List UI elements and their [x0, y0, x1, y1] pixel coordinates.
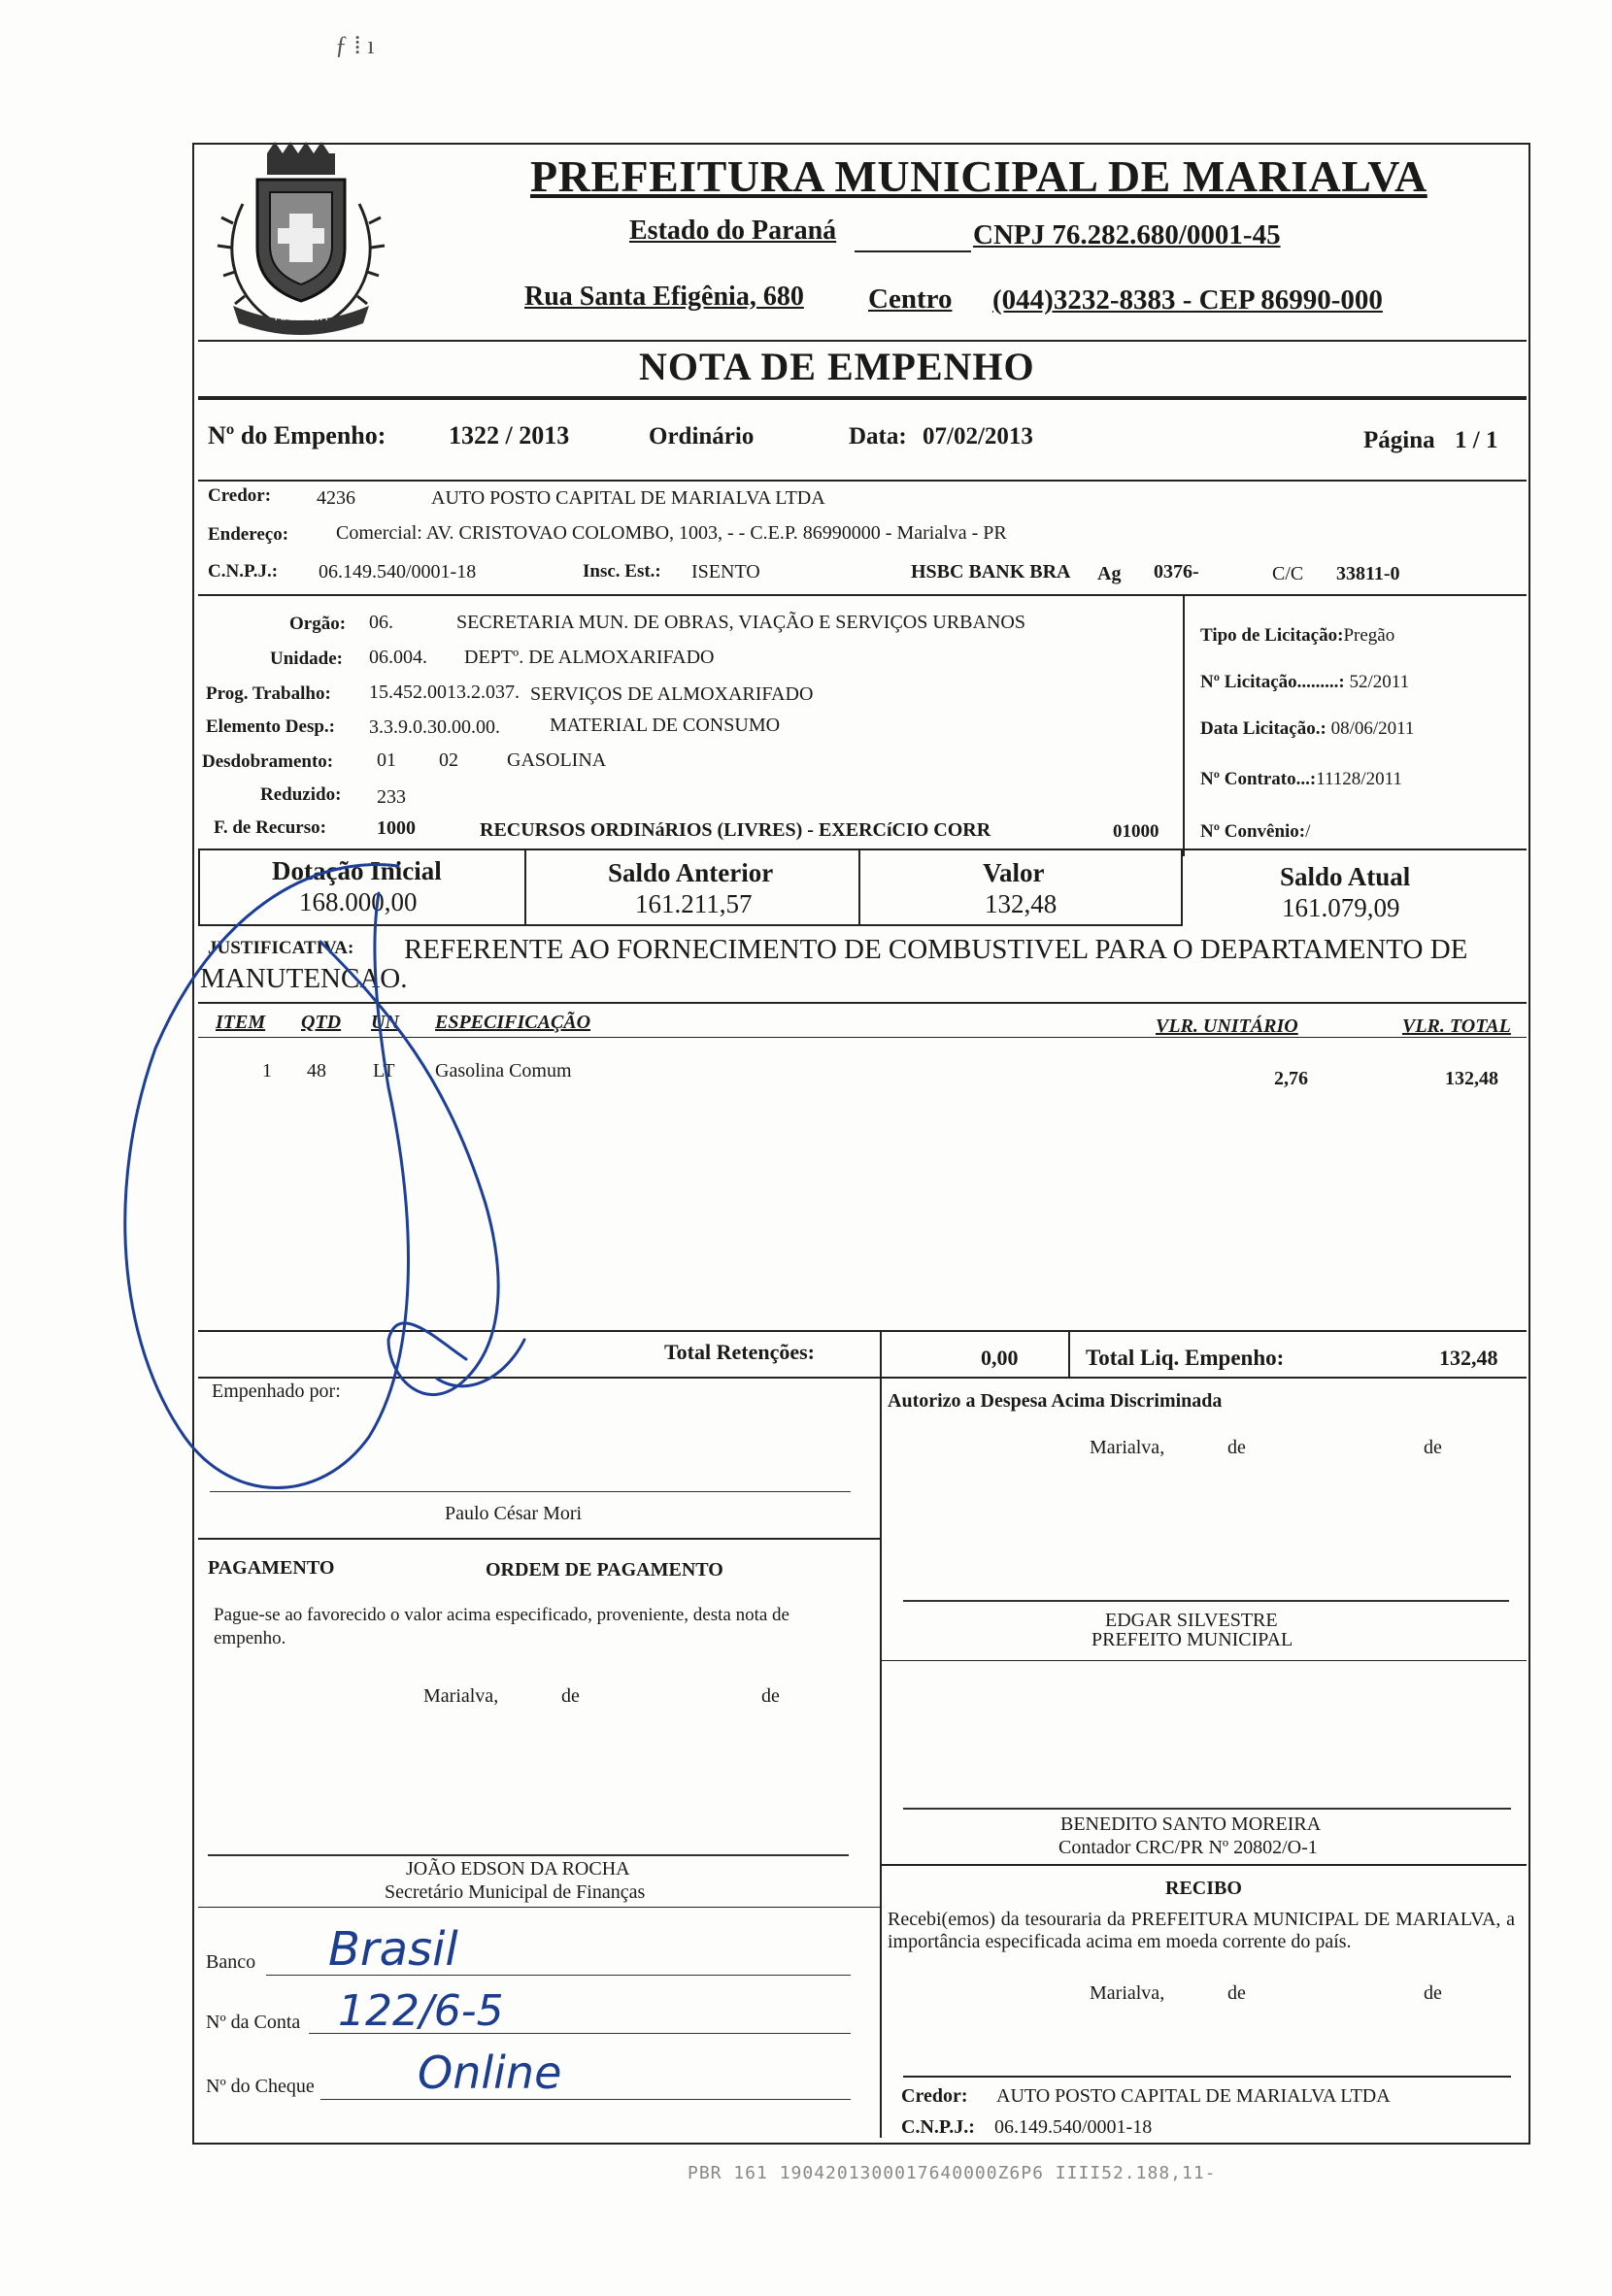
header-district: Centro — [868, 283, 953, 315]
recibo-credor: AUTO POSTO CAPITAL DE MARIALVA LTDA — [996, 2085, 1391, 2107]
banco-handwritten: Brasil — [328, 1922, 458, 1977]
empenhado-label: Empenhado por: — [212, 1381, 341, 1402]
row-unit: 2,76 — [1274, 1068, 1308, 1089]
barcode-line: PBR 161 1904201300017640000Z6P6 IIII52.188,11- — [688, 2163, 1217, 2183]
unidade-desc: DEPTº. DE ALMOXARIFADO — [464, 647, 715, 668]
saldo-anterior-label: Saldo Anterior — [608, 858, 774, 887]
cnpj-label: C.N.P.J.: — [208, 561, 279, 582]
bank-name: HSBC BANK BRA — [911, 561, 1071, 582]
cc-label: C/C — [1272, 563, 1304, 584]
header-address: Rua Santa Efigênia, 680 — [524, 282, 804, 312]
retencoes-value: 0,00 — [981, 1346, 1019, 1370]
pagamento-texto: Pague-se ao favorecido o valor acima especificado, proveniente, desta nota de empenho. — [214, 1605, 789, 1648]
col-item: ITEM — [216, 1012, 266, 1033]
licitacao-data: Data Licitação.: 08/06/2011 — [1200, 718, 1415, 739]
justificativa-label: JUSTIFICATIVA: — [208, 938, 354, 958]
desdob-label: Desdobramento: — [202, 751, 334, 772]
empenho-type: Ordinário — [649, 423, 755, 449]
conta-label: Nº da Conta — [206, 2012, 301, 2033]
recibo-cnpj-label: C.N.P.J.: — [901, 2116, 975, 2138]
empenho-date-label: Data: — [849, 423, 907, 449]
desdob-1: 01 — [377, 749, 396, 771]
dotacao-inicial-value: 168.000,00 — [299, 887, 418, 916]
justificativa-line1: REFERENTE AO FORNECIMENTO DE COMBUSTIVEL PARA O DEPARTAMENTO DE — [404, 934, 1468, 965]
col-total: VLR. TOTAL — [1402, 1015, 1511, 1037]
ag-value: 0376- — [1154, 561, 1199, 582]
svg-text:MARIALVA: MARIALVA — [274, 311, 328, 323]
row-qtd: 48 — [307, 1060, 326, 1081]
recurso-code: 01000 — [1113, 821, 1159, 842]
valor-label: Valor — [983, 858, 1045, 887]
desdob-2: 02 — [439, 749, 458, 771]
empenho-number-label: Nº do Empenho: — [208, 421, 386, 449]
desdob-desc: GASOLINA — [507, 749, 607, 771]
scan-mark: ƒ ⁞ ı — [335, 31, 375, 59]
page-number: 1 / 1 — [1455, 427, 1498, 453]
autorizo-text: Autorizo a Despesa Acima Discriminada — [888, 1390, 1223, 1412]
reduzido-value: 233 — [377, 786, 406, 808]
autorizo-de2: de — [1424, 1437, 1442, 1458]
empenho-date: 07/02/2013 — [923, 423, 1033, 449]
ordem-pagamento-label: ORDEM DE PAGAMENTO — [486, 1559, 723, 1581]
prefeito-cargo: PREFEITO MUNICIPAL — [1091, 1629, 1293, 1650]
retencoes-label: Total Retenções: — [664, 1340, 815, 1364]
cheque-label: Nº do Cheque — [206, 2076, 315, 2097]
unidade-label: Unidade: — [270, 649, 343, 669]
col-espec: ESPECIFICAÇÃO — [435, 1012, 591, 1033]
licitacao-numero: Nº Licitação.........: 52/2011 — [1200, 672, 1410, 692]
licitacao-tipo-label: Tipo de Licitação:Pregão — [1200, 625, 1395, 646]
liquido-value: 132,48 — [1439, 1346, 1498, 1370]
dotacao-inicial-label: Dotação Inicial — [272, 856, 442, 885]
col-unit: VLR. UNITÁRIO — [1156, 1015, 1298, 1037]
credor-name: AUTO POSTO CAPITAL DE MARIALVA LTDA — [431, 487, 825, 509]
pagamento-de1: de — [561, 1685, 580, 1707]
recurso-label: F. de Recurso: — [214, 817, 326, 838]
recibo-label: RECIBO — [1165, 1878, 1242, 1899]
saldo-anterior-value: 161.211,57 — [635, 889, 753, 918]
ag-label: Ag — [1097, 563, 1122, 584]
saldo-atual-value: 161.079,09 — [1282, 893, 1400, 922]
credor-address: Comercial: AV. CRISTOVAO COLOMBO, 1003, - - C.E.P. 86990000 - Marialva - PR — [336, 522, 1007, 544]
prog-desc: SERVIÇOS DE ALMOXARIFADO — [530, 683, 814, 705]
recibo-texto: Recebi(emos) da tesouraria da PREFEITURA MUNICIPAL DE MARIALVA, a importância especificada acima em moeda corrente do país. — [888, 1909, 1515, 1952]
col-qtd: QTD — [301, 1012, 342, 1033]
empenho-number: 1322 / 2013 — [449, 421, 570, 449]
recibo-de1: de — [1227, 1982, 1246, 2004]
coat-of-arms-logo — [204, 136, 398, 340]
credor-label: Credor: — [208, 485, 272, 506]
document-title: NOTA DE EMPENHO — [639, 345, 1035, 388]
recurso-value: 1000 — [377, 817, 416, 839]
header-cnpj: CNPJ 76.282.680/0001-45 — [973, 219, 1281, 250]
insc-label: Insc. Est.: — [583, 561, 661, 582]
credor-cnpj: 06.149.540/0001-18 — [319, 561, 477, 582]
row-total: 132,48 — [1445, 1068, 1498, 1089]
credor-code: 4236 — [317, 487, 355, 509]
prog-value: 15.452.0013.2.037. — [369, 682, 520, 703]
autorizo-de1: de — [1227, 1437, 1246, 1458]
saldo-atual-label: Saldo Atual — [1280, 862, 1411, 891]
elemento-label: Elemento Desp.: — [206, 716, 335, 737]
recibo-credor-label: Credor: — [901, 2085, 968, 2107]
elemento-value: 3.3.9.0.30.00.00. — [369, 716, 500, 738]
contador-nome: BENEDITO SANTO MOREIRA — [1060, 1814, 1322, 1835]
row-espec: Gasolina Comum — [435, 1060, 572, 1081]
cheque-handwritten: Online — [418, 2046, 562, 2099]
prog-label: Prog. Trabalho: — [206, 683, 331, 704]
empenhado-nome: Paulo César Mori — [445, 1503, 583, 1524]
header-phone-cep: (044)3232-8383 - CEP 86990-000 — [992, 284, 1383, 316]
insc-value: ISENTO — [691, 561, 760, 582]
header-title: PREFEITURA MUNICIPAL DE MARIALVA — [530, 151, 1427, 201]
header-state: Estado do Paraná — [629, 216, 837, 246]
cc-value: 33811-0 — [1336, 563, 1400, 584]
pagamento-local: Marialva, — [423, 1685, 499, 1707]
secretario-cargo: Secretário Municipal de Finanças — [385, 1881, 646, 1903]
liquido-label: Total Liq. Empenho: — [1086, 1346, 1285, 1370]
convenio: Nº Convênio:/ — [1200, 821, 1311, 842]
row-un: LT — [373, 1060, 395, 1081]
banco-label: Banco — [206, 1951, 256, 1973]
prefeito-nome: EDGAR SILVESTRE — [1105, 1610, 1278, 1631]
valor-value: 132,48 — [985, 889, 1058, 918]
contador-cargo: Contador CRC/PR Nº 20802/O-1 — [1058, 1837, 1318, 1858]
justificativa-line2: MANUTENCAO. — [200, 963, 408, 994]
orgao-label: Orgão: — [289, 614, 347, 634]
orgao-value: 06. — [369, 612, 393, 633]
row-item: 1 — [262, 1060, 272, 1081]
contrato: Nº Contrato...:11128/2011 — [1200, 769, 1402, 789]
page-label: Página — [1363, 427, 1435, 453]
recibo-local: Marialva, — [1090, 1982, 1165, 2004]
orgao-desc: SECRETARIA MUN. DE OBRAS, VIAÇÃO E SERVIÇOS URBANOS — [456, 612, 1025, 633]
address-label: Endereço: — [208, 524, 289, 545]
col-un: UN — [371, 1012, 399, 1033]
pagamento-label: PAGAMENTO — [208, 1557, 335, 1579]
conta-handwritten: 122/6-5 — [338, 1986, 504, 2036]
pagamento-de2: de — [761, 1685, 780, 1707]
elemento-desc: MATERIAL DE CONSUMO — [550, 715, 781, 736]
recibo-cnpj: 06.149.540/0001-18 — [994, 2116, 1153, 2138]
autorizo-local: Marialva, — [1090, 1437, 1165, 1458]
unidade-value: 06.004. — [369, 647, 427, 668]
recibo-de2: de — [1424, 1982, 1442, 2004]
reduzido-label: Reduzido: — [260, 784, 342, 805]
secretario-nome: JOÃO EDSON DA ROCHA — [406, 1858, 630, 1880]
recurso-desc: RECURSOS ORDINáRIOS (LIVRES) - EXERCíCIO CORR — [480, 819, 991, 841]
